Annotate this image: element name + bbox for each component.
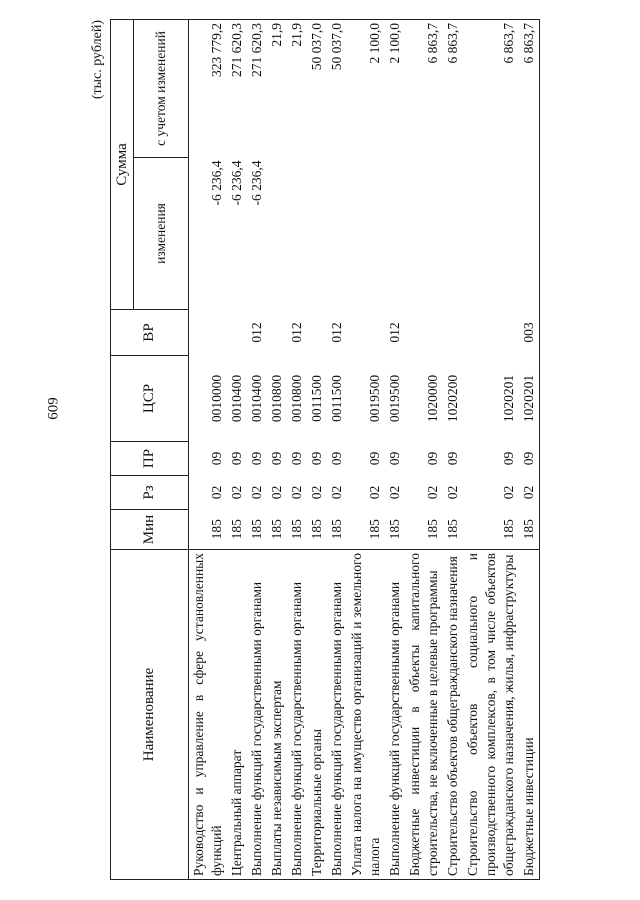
- row-name: Выполнение функций государственными органами: [247, 550, 267, 880]
- row-min: 185: [445, 519, 460, 540]
- row-pr: 09: [269, 451, 284, 466]
- header-vr: ВР: [111, 310, 189, 356]
- row-total: 2 100,0: [385, 19, 405, 157]
- header-sum: Сумма: [111, 19, 134, 309]
- page-number: 609: [45, 397, 62, 420]
- table-body: [189, 19, 540, 879]
- rotated-sheet: [90, 20, 590, 880]
- header-min: Мин: [111, 510, 189, 550]
- row-min: 185: [209, 519, 224, 540]
- row-vr: [189, 310, 228, 356]
- row-vr: [463, 310, 519, 356]
- row-changes: [347, 158, 385, 310]
- row-csr: 0010800: [269, 374, 284, 423]
- table-row: [327, 19, 347, 879]
- header-name: Наименование: [111, 550, 189, 880]
- row-pr: 09: [209, 451, 224, 466]
- row-rz: 02: [425, 485, 440, 500]
- row-changes: [405, 158, 443, 310]
- row-csr: 1020000: [425, 374, 440, 423]
- table-row: [347, 19, 385, 879]
- row-changes: [443, 158, 463, 310]
- row-changes: [307, 158, 327, 310]
- row-rz: 02: [209, 485, 224, 500]
- row-csr: 0010800: [289, 374, 304, 423]
- row-min: 185: [519, 510, 540, 550]
- row-changes: -6 236,4: [209, 160, 224, 206]
- row-name: Бюджетные инвестиции в объекты капитального строительства, не включенные в целевые программы: [405, 550, 443, 880]
- row-vr: [405, 310, 443, 356]
- row-pr: 09: [501, 451, 516, 466]
- header-csr: ЦСР: [111, 356, 189, 442]
- table-row: [307, 19, 327, 879]
- row-csr: 0010400: [229, 374, 244, 423]
- row-pr: 09: [249, 451, 264, 466]
- row-min: 185: [387, 519, 402, 540]
- row-rz: 02: [367, 485, 382, 500]
- table-row: [463, 19, 519, 879]
- table-row: [519, 19, 540, 879]
- row-pr: 09: [329, 451, 344, 466]
- row-total: 323 779,2: [189, 19, 228, 157]
- unit-note: (тыс. рублей): [90, 20, 105, 100]
- row-rz: 02: [269, 485, 284, 500]
- row-name: Выполнение функций государственными органами: [385, 550, 405, 880]
- row-name: Бюджетные инвестиции: [519, 550, 540, 880]
- row-pr: 09: [387, 451, 402, 466]
- row-total: 21,9: [267, 19, 287, 157]
- row-changes: [385, 158, 405, 310]
- row-csr: 0010000: [209, 374, 224, 423]
- row-vr: [267, 310, 287, 356]
- row-name: Строительство объектов социального и производственного комплексов, в том числе объектов общегражданского назначения, жилья, инфраструктуры: [463, 550, 519, 880]
- row-changes: [327, 158, 347, 310]
- row-csr: 0011500: [329, 375, 344, 422]
- row-total: 2 100,0: [347, 19, 385, 157]
- row-min: 185: [501, 519, 516, 540]
- row-name: Выполнение функций государственными органами: [327, 550, 347, 880]
- budget-table: [110, 19, 540, 880]
- row-rz: 02: [289, 485, 304, 500]
- row-vr: 012: [387, 322, 402, 343]
- row-rz: 02: [249, 485, 264, 500]
- table-header: [111, 19, 189, 879]
- row-name: Территориальные органы: [307, 550, 327, 880]
- row-csr: 1020201: [519, 356, 540, 442]
- row-rz: 02: [387, 485, 402, 500]
- row-pr: 09: [519, 442, 540, 476]
- row-vr: [347, 310, 385, 356]
- row-total: 50 037,0: [307, 19, 327, 157]
- table-row: [189, 19, 228, 879]
- row-min: 185: [229, 519, 244, 540]
- row-rz: 02: [329, 485, 344, 500]
- row-csr: 0019500: [387, 374, 402, 423]
- row-min: 185: [309, 519, 324, 540]
- row-name: Выполнение функций государственными органами: [287, 550, 307, 880]
- row-csr: 0010400: [249, 374, 264, 423]
- row-csr: 0019500: [367, 374, 382, 423]
- row-rz: 02: [445, 485, 460, 500]
- row-changes: [287, 158, 307, 310]
- row-total: 6 863,7: [463, 19, 519, 157]
- row-total: 271 620,3: [247, 19, 267, 157]
- row-csr: 1020201: [501, 374, 516, 423]
- row-changes: [519, 158, 540, 310]
- row-name: Руководство и управление в сфере установленных функций: [189, 550, 228, 880]
- row-vr: [227, 310, 247, 356]
- header-changes: изменения: [134, 158, 189, 310]
- row-vr: [307, 310, 327, 356]
- row-changes: -6 236,4: [229, 160, 244, 206]
- row-pr: 09: [229, 451, 244, 466]
- row-min: 185: [249, 519, 264, 540]
- row-total: 271 620,3: [227, 19, 247, 157]
- table-row: [267, 19, 287, 879]
- table-row: [385, 19, 405, 879]
- table-row: [287, 19, 307, 879]
- row-rz: 02: [501, 485, 516, 500]
- table-row: [443, 19, 463, 879]
- row-vr: 012: [289, 322, 304, 343]
- row-name: Центральный аппарат: [227, 550, 247, 880]
- row-total: 6 863,7: [519, 19, 540, 157]
- row-vr: [443, 310, 463, 356]
- row-min: 185: [329, 519, 344, 540]
- header-with-changes: с учетом изменений: [134, 19, 189, 157]
- row-vr: 012: [329, 322, 344, 343]
- table-row: [405, 19, 443, 879]
- row-pr: 09: [289, 451, 304, 466]
- row-csr: 0011500: [309, 375, 324, 422]
- header-rz: Рз: [111, 476, 189, 510]
- row-pr: 09: [425, 451, 440, 466]
- row-rz: 02: [229, 485, 244, 500]
- row-rz: 02: [519, 476, 540, 510]
- table-row: [247, 19, 267, 879]
- row-total: 6 863,7: [405, 19, 443, 157]
- row-min: 185: [425, 519, 440, 540]
- row-changes: [463, 158, 519, 310]
- row-csr: 1020200: [445, 374, 460, 423]
- row-vr: 003: [519, 310, 540, 356]
- row-min: 185: [269, 519, 284, 540]
- row-changes: -6 236,4: [249, 160, 264, 206]
- row-min: 185: [367, 519, 382, 540]
- row-pr: 09: [367, 451, 382, 466]
- row-name: Уплата налога на имущество организаций и земельного налога: [347, 550, 385, 880]
- row-name: Выплаты независимым экспертам: [267, 550, 287, 880]
- row-total: 21,9: [287, 19, 307, 157]
- row-name: Строительство объектов общегражданского назначения: [443, 550, 463, 880]
- row-total: 6 863,7: [443, 19, 463, 157]
- row-min: 185: [289, 519, 304, 540]
- row-vr: 012: [249, 322, 264, 343]
- row-changes: [267, 158, 287, 310]
- table-row: [227, 19, 247, 879]
- row-pr: 09: [445, 451, 460, 466]
- row-rz: 02: [309, 485, 324, 500]
- header-pr: ПР: [111, 442, 189, 476]
- row-pr: 09: [309, 451, 324, 466]
- row-total: 50 037,0: [327, 19, 347, 157]
